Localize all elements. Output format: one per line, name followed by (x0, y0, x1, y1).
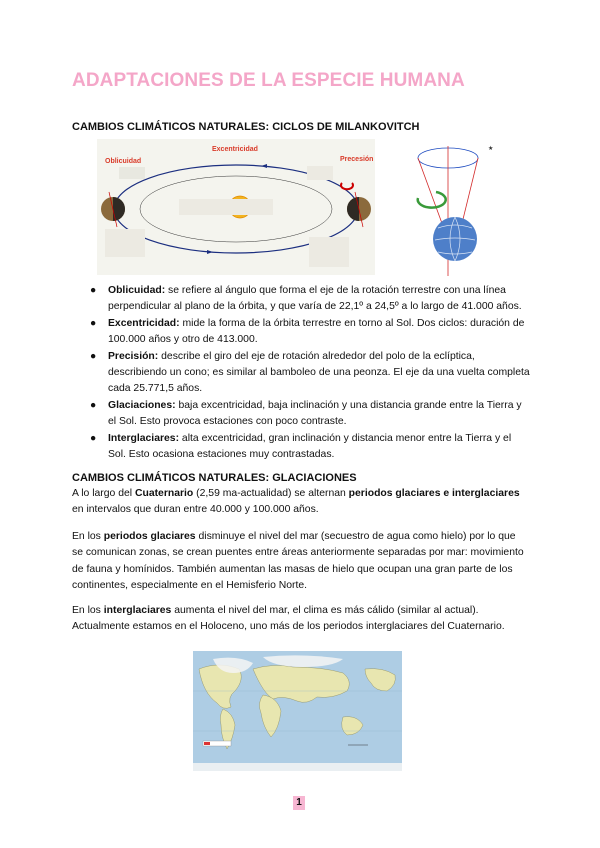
precession-globe-figure (398, 136, 498, 281)
bullet-term: Oblicuidad: (108, 285, 166, 296)
page-number: 1 (293, 796, 305, 810)
milankovitch-bullet-list (90, 283, 530, 463)
paragraph-cuaternario: A lo largo del Cuaternario (2,59 ma-actualidad) se alternan periodos glaciares e interglaciares en intervalos que duran entre 40.000 y 100.000 años. (72, 488, 520, 516)
list-item: ● Precisión: describe el giro del eje de rotación alrededor del polo de la eclíptica, describiendo un cono; es similar al bamboleo de una peonza. El eje da una vuelta completa cada 25.771,5 años. (90, 350, 530, 395)
bullet-text: baja excentricidad, baja inclinación y una distancia grande entre la Tierra y el Sol. Esto provoca estaciones con poco contraste. (108, 399, 522, 428)
bullet-term: Glaciaciones: (108, 399, 176, 411)
bullet-term: Precisión: (108, 350, 159, 362)
figure-label-oblicuidad: Oblicuidad (105, 158, 142, 165)
bullet-term: Interglaciares: (108, 432, 180, 444)
bullet-text: describe el giro del eje de rotación alrededor del polo de la eclíptica, describiendo un cono; es similar al bamboleo de una peonza. El eje da una vuelta completa cada 25.771,5 años. (108, 350, 530, 395)
bullet-term: Excentricidad: (108, 317, 180, 329)
bullet-text: se refiere al ángulo que forma el eje de la rotación terrestre con una línea perpendicular al plano de la órbita, y que varía de 22,1º a 24,5º a lo largo de 41.000 años. (108, 285, 522, 313)
list-item: ● Excentricidad: mide la forma de la órbita terrestre en torno al Sol. Dos ciclos: duración de 100.000 años y otro de 413.000. (90, 317, 525, 346)
paragraph-interglaciares: En los interglaciares aumenta el nivel del mar, el clima es más cálido (similar al actual). Actualmente estamos en el Holoceno, uno más de los periodos interglaciares del Cuaternario. (72, 605, 505, 633)
bullet-text: alta excentricidad, gran inclinación y distancia menor entre la Tierra y el Sol. Esto ocasiona estaciones muy contrastadas. (108, 432, 512, 461)
paragraph-periodos-glaciares: En los periodos glaciares disminuye el nivel del mar (secuestro de agua como hielo) por lo que se comunican zonas, se crean puentes entre áreas anteriormente separadas por mar: movimiento de fauna y homínidos. También aumentan las masas de hielo que ocupan una gran parte de los continentes, especialmente en el Hemisferio Norte. (72, 531, 524, 592)
section-heading-milankovitch: CAMBIOS CLIMÁTICOS NATURALES: CICLOS DE MILANKOVITCH (72, 121, 420, 133)
glaciation-world-map (193, 651, 402, 771)
figure-label-precesion: Precesión (340, 156, 374, 163)
page-title: ADAPTACIONES DE LA ESPECIE HUMANA (72, 70, 465, 91)
list-item: ● Glaciaciones: baja excentricidad, baja inclinación y una distancia grande entre la Tierra y el Sol. Esto provoca estaciones con poco contraste. (90, 399, 522, 428)
list-item: ● Oblicuidad: se refiere al ángulo que forma el eje de la rotación terrestre con una línea perpendicular al plano de la órbita, y que varía de 22,1º a 24,5º a lo largo de 41.000 años. (90, 285, 522, 313)
figure-label-excentricidad: Excentricidad (212, 146, 258, 153)
list-item: ● Interglaciares: alta excentricidad, gran inclinación y distancia menor entre la Tierra y el Sol. Esto ocasiona estaciones muy contrastadas. (90, 432, 512, 461)
bullet-text: mide la forma de la órbita terrestre en torno al Sol. Dos ciclos: duración de 100.000 años y otro de 413.000. (108, 317, 525, 346)
milankovitch-figure (97, 139, 375, 275)
section-heading-glaciaciones: CAMBIOS CLIMÁTICOS NATURALES: GLACIACIONES (72, 472, 357, 484)
svg-text:★: ★ (488, 146, 494, 152)
